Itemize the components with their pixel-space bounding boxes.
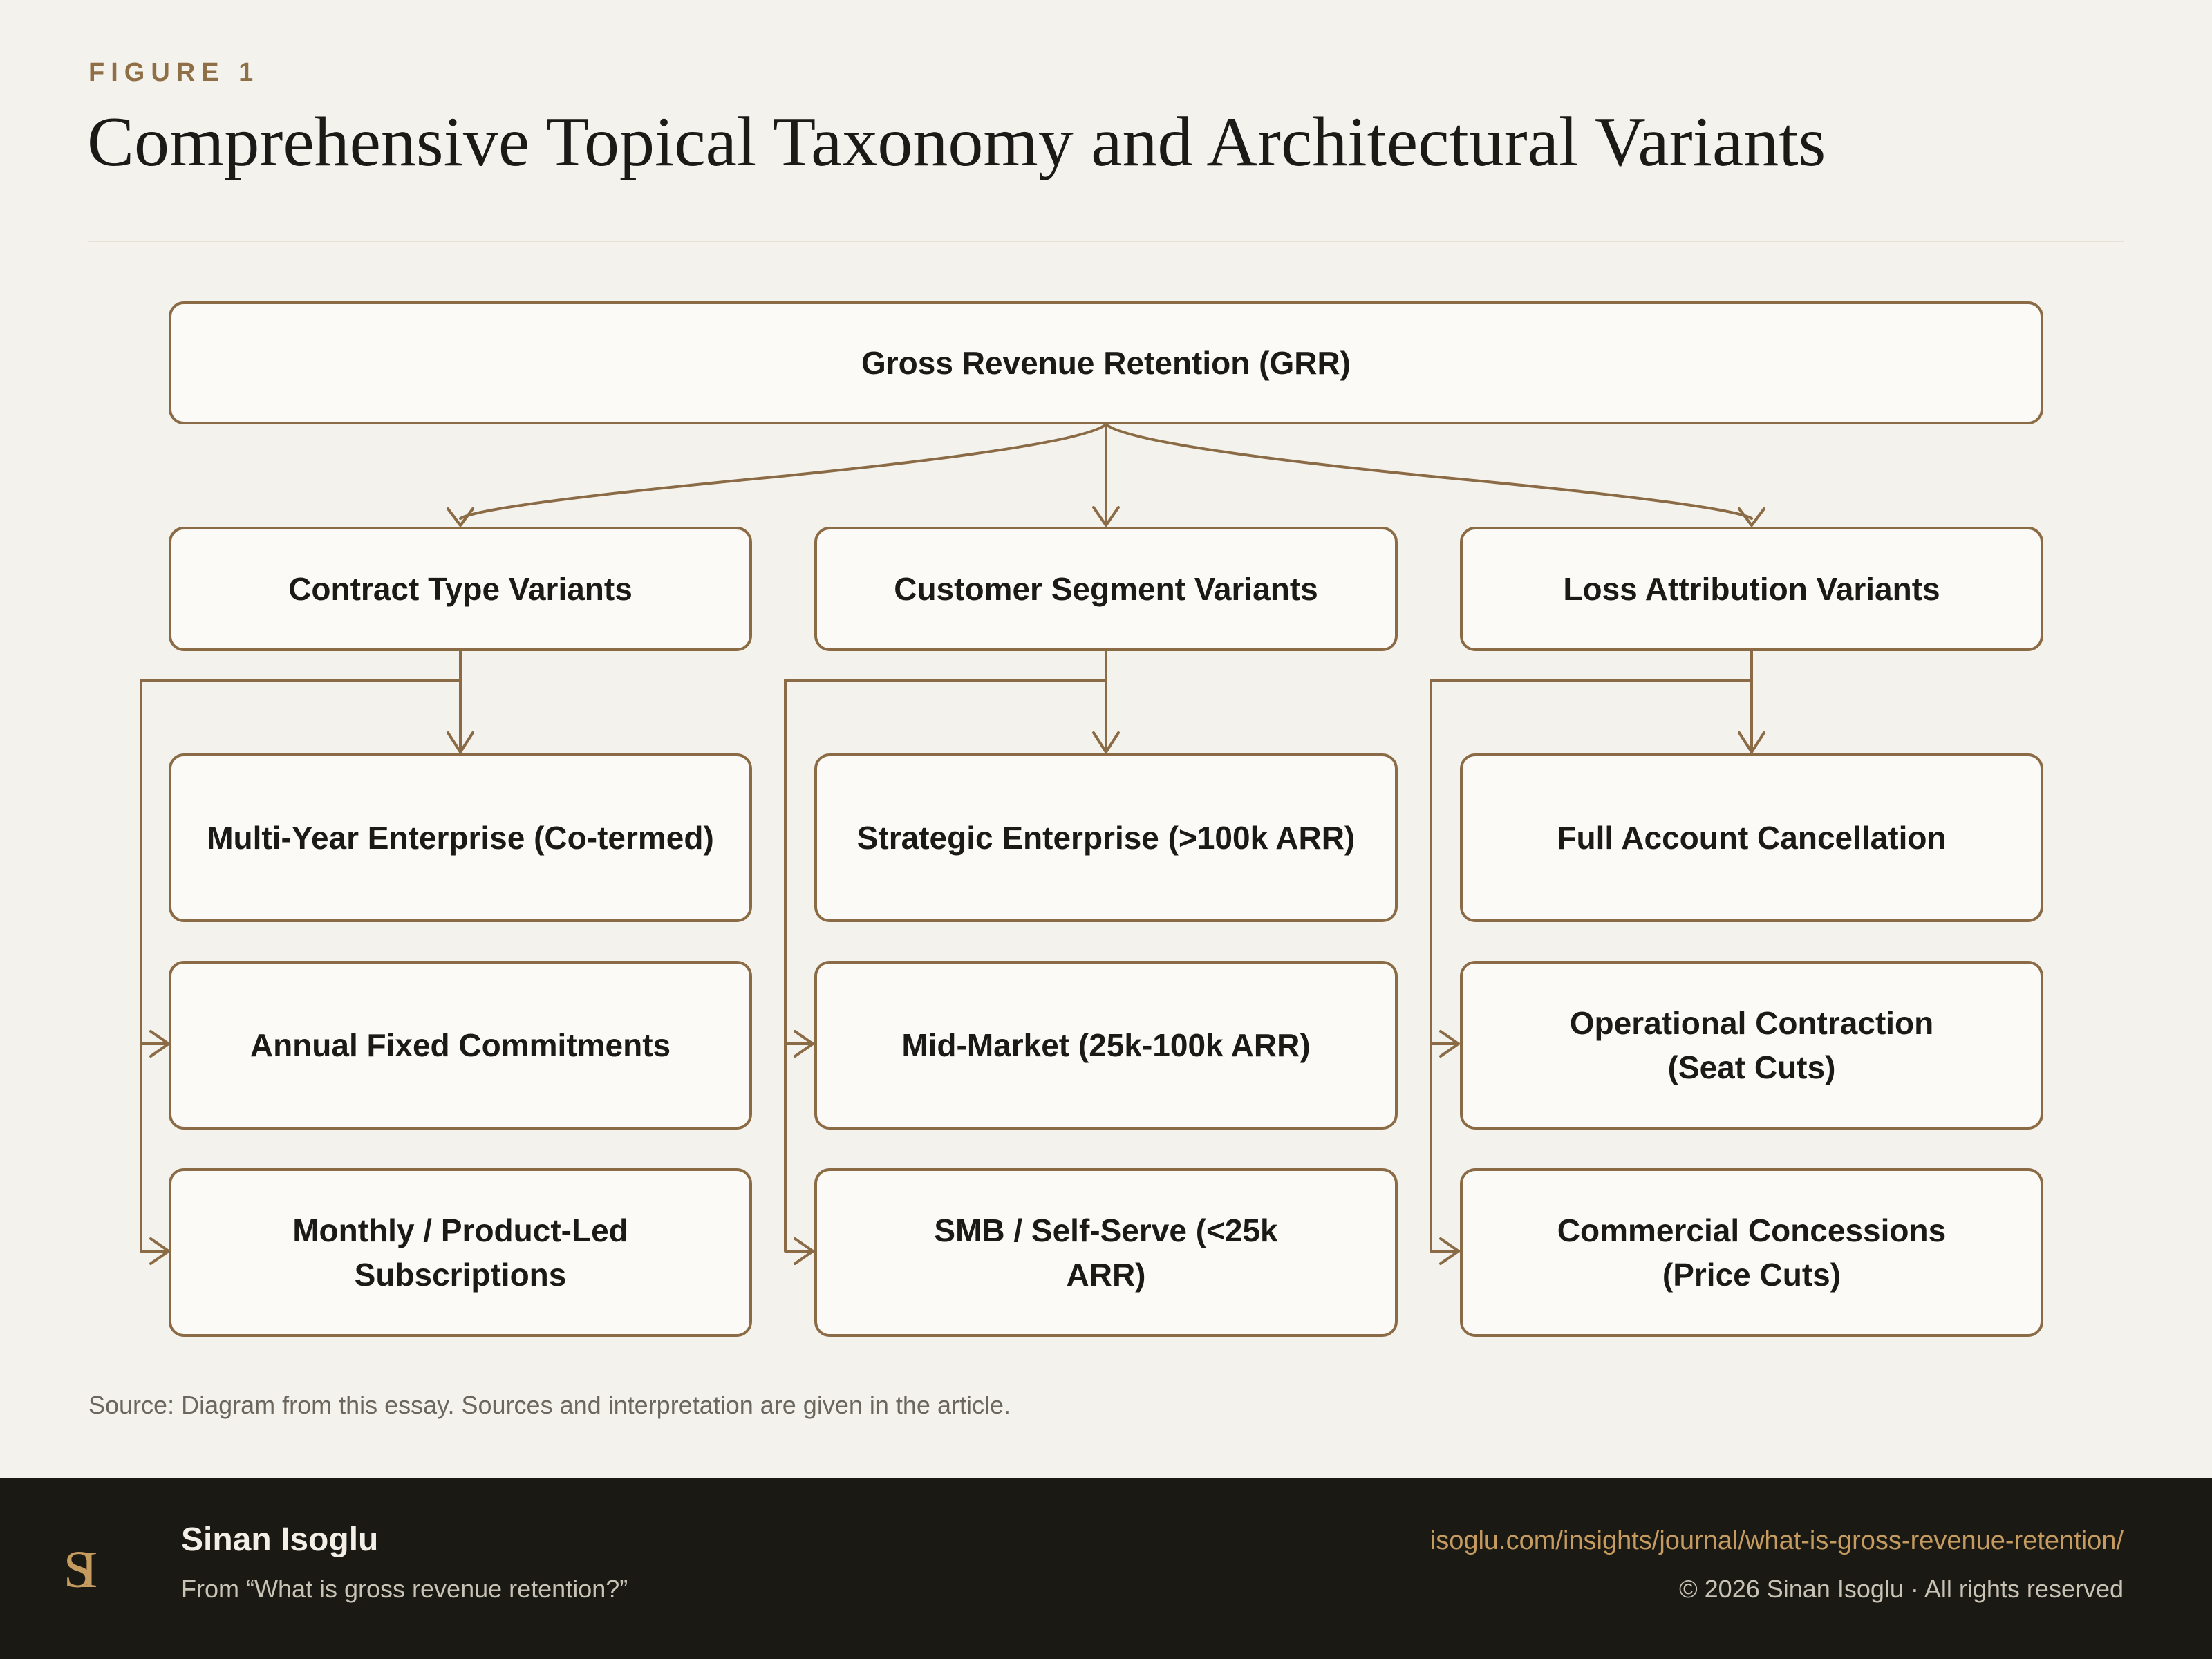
branch-node-loss-attribution: Loss Attribution Variants	[1460, 527, 2043, 651]
connector-root-to-branch-3	[1106, 424, 1752, 518]
leaf-node-multi-year-enterprise: Multi-Year Enterprise (Co-termed)	[169, 753, 752, 922]
leaf-node-mid-market: Mid-Market (25k-100k ARR)	[814, 961, 1398, 1130]
leaf-node-annual-fixed-commitments: Annual Fixed Commitments	[169, 961, 752, 1130]
figure-label: FIGURE 1	[88, 58, 260, 87]
leaf-node-commercial-concessions: Commercial Concessions (Price Cuts)	[1460, 1168, 2043, 1337]
footer	[0, 1478, 2212, 1659]
leaf-node-full-account-cancellation: Full Account Cancellation	[1460, 753, 2043, 922]
figure-title: Comprehensive Topical Taxonomy and Architectural Variants	[87, 103, 1826, 181]
copyright-notice: © 2026 Sinan Isoglu · All rights reserved	[1679, 1575, 2124, 1603]
article-url-link[interactable]: isoglu.com/insights/journal/what-is-gross-revenue-retention/	[1430, 1526, 2124, 1555]
author-logo: SI	[64, 1541, 86, 1599]
root-node: Gross Revenue Retention (GRR)	[169, 301, 2043, 424]
author-name: Sinan Isoglu	[181, 1521, 379, 1558]
leaf-node-smb-self-serve: SMB / Self-Serve (<25k ARR)	[814, 1168, 1398, 1337]
branch-node-contract-type: Contract Type Variants	[169, 527, 752, 651]
article-reference: From “What is gross revenue retention?”	[181, 1575, 628, 1603]
leaf-node-strategic-enterprise: Strategic Enterprise (>100k ARR)	[814, 753, 1398, 922]
connector-root-to-branch-1	[460, 424, 1106, 518]
leaf-node-monthly-product-led: Monthly / Product-Led Subscriptions	[169, 1168, 752, 1337]
leaf-node-operational-contraction: Operational Contraction (Seat Cuts)	[1460, 961, 2043, 1130]
source-note: Source: Diagram from this essay. Sources and interpretation are given in the article.	[88, 1391, 1011, 1419]
branch-node-customer-segment: Customer Segment Variants	[814, 527, 1398, 651]
